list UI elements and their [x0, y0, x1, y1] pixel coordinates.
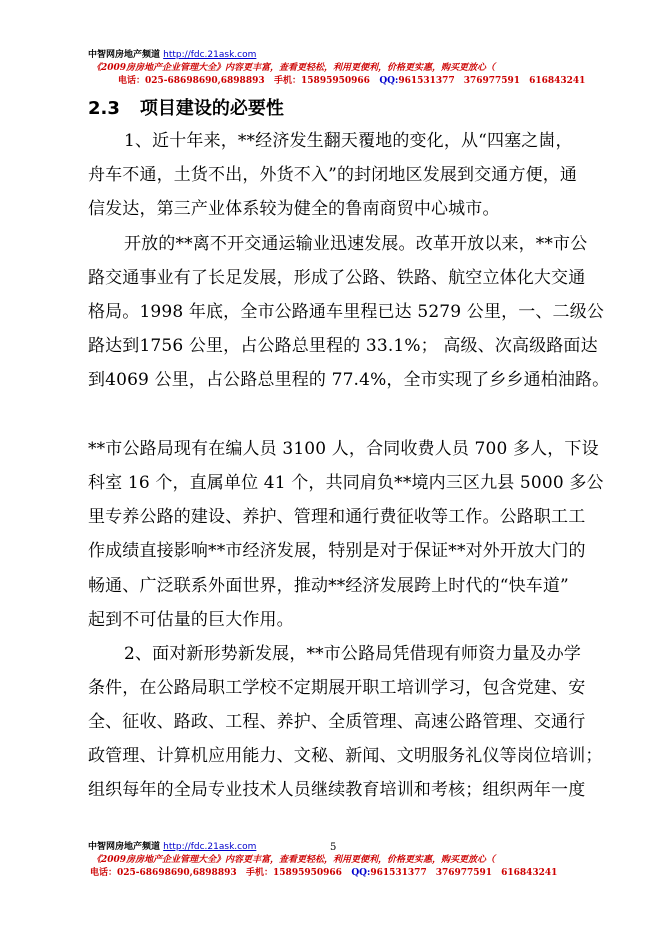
header-url-link[interactable]: http://fdc.21ask.com [163, 50, 257, 60]
body-line: 到4069 公里，占公路总里程的 77.4%，全市实现了乡乡通柏油路。 [88, 370, 610, 390]
body-line: 信发达，第三产业体系较为健全的鲁南商贸中心城市。 [88, 199, 500, 219]
header-site-line [88, 50, 256, 61]
header-qq-label: QQ: [379, 76, 399, 86]
section-heading [88, 94, 284, 120]
header-promo: 《2009房房地产企业管理大全》内容更丰富，查看更轻松，利用更便利，价格更实惠，购买更放心（ [92, 63, 496, 73]
footer-site-line [88, 842, 256, 853]
body-line: 科室 16 个，直属单位 41 个，共同肩负**境内三区九县 5000 多公 [88, 473, 604, 493]
header-mobile-label: 手机： [274, 76, 302, 86]
footer-phone: 025-68698690,6898893 [117, 868, 237, 878]
header-phone-label: 电话： [118, 76, 146, 86]
footer-mobile-label: 手机： [246, 868, 274, 878]
footer-mobile: 15895950966 [273, 868, 342, 878]
header-contact-line [118, 76, 585, 87]
footer-phone-label: 电话： [90, 868, 118, 878]
body-line: 开放的**离不开交通运输业迅速发展。改革开放以来，**市公 [124, 234, 588, 254]
body-line: 条件，在公路局职工学校不定期展开职工培训学习，包含党建、安 [88, 678, 586, 698]
body-line: 舟车不通，土货不出，外货不入”的封闭地区发展到交通方便，通 [88, 165, 578, 185]
body-line: 全、征收、路政、工程、养护、全质管理、高速公路管理、交通行 [88, 712, 586, 732]
body-line: 1、近十年来，**经济发生翻天覆地的变化，从“四塞之崮， [124, 131, 573, 151]
body-line: 格局。1998 年底，全市公路通车里程已达 5279 公里，一、二级公 [88, 302, 604, 322]
body-line: **市公路局现有在编人员 3100 人，合同收费人员 700 多人，下设 [88, 439, 599, 459]
section-number: 2.3 [88, 98, 120, 119]
footer-site-label: 中智网房地产频道 [88, 842, 161, 852]
body-line: 起到不可估量的巨大作用。 [88, 610, 294, 630]
body-line: 路交通事业有了长足发展，形成了公路、铁路、航空立体化大交通 [88, 268, 586, 288]
header-qq: 961531377 376977591 616843241 [398, 76, 586, 86]
body-line: 政管理、计算机应用能力、文秘、新闻、文明服务礼仪等岗位培训； [88, 746, 603, 766]
header-site-label: 中智网房地产频道 [88, 50, 161, 60]
header-phone: 025-68698690,6898893 [145, 76, 265, 86]
footer-qq-label: QQ: [351, 868, 371, 878]
body-line: 畅通、广泛联系外面世界，推动**经济发展跨上时代的“快车道” [88, 576, 569, 596]
page-number: 5 [330, 842, 337, 853]
footer-contact-line [90, 868, 557, 879]
body-line: 里专养公路的建设、养护、管理和通行费征收等工作。公路职工工 [88, 507, 586, 527]
body-line: 作成绩直接影响**市经济发展，特别是对于保证**对外开放大门的 [88, 541, 586, 561]
section-title: 项目建设的必要性 [139, 98, 284, 119]
footer-url-link[interactable]: http://fdc.21ask.com [163, 842, 257, 852]
body-line: 2、面对新形势新发展，**市公路局凭借现有师资力量及办学 [124, 644, 582, 664]
footer-promo: 《2009房房地产企业管理大全》内容更丰富，查看更轻松，利用更便利，价格更实惠，购买更放心（ [92, 855, 496, 865]
footer-qq: 961531377 376977591 616843241 [370, 868, 558, 878]
header-mobile: 15895950966 [301, 76, 370, 86]
body-line: 组织每年的全局专业技术人员继续教育培训和考核；组织两年一度 [88, 780, 586, 800]
body-line: 路达到1756 公里，占公路总里程的 33.1%； 高级、次高级路面达 [88, 336, 598, 356]
